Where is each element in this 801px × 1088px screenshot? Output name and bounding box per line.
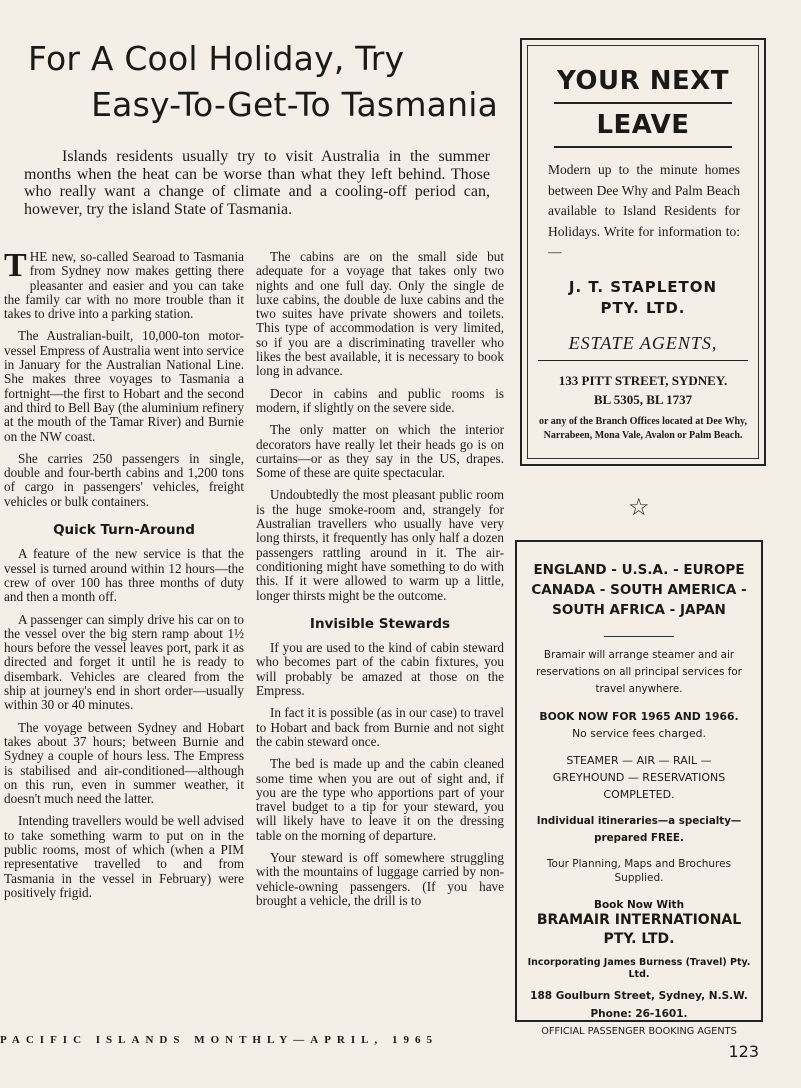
- paragraph: Your steward is off somewhere struggling with the mountains of luggage carried by non-vehicle-owning passengers. (If you have brought a vehicle, the drill is to: [256, 849, 504, 908]
- paragraph: The cabins are on the small side but adequate for a voyage that takes only two nights and one full day. Only the single de luxe cabins, the double de luxe cabins and the two suites have private showers and toilets. This type of accommodation is very limited, so if you are a discriminating traveller who likes the best available, it is necessary to book long in advance.: [256, 249, 504, 379]
- stapleton-advertisement: [520, 38, 766, 466]
- paragraph: The voyage between Sydney and Hobart takes about 37 hours; between Burnie and Sydney a couple of hours less. The Empress is stabilised and air-conditioned—although on this run, even in summer weather, it doesn't much need the latter.: [4, 719, 244, 807]
- paragraph: If you are used to the kind of cabin steward who becomes part of the cabin fixtures, you will probably be amazed at those on the Empress.: [256, 640, 504, 699]
- star-icon: ☆: [628, 495, 650, 521]
- running-footer: PACIFIC ISLANDS MONTHLY—APRIL, 1965: [0, 1034, 438, 1046]
- subheading: Quick Turn-Around: [53, 522, 195, 539]
- page-number: 123: [728, 1042, 759, 1061]
- agents-label: ESTATE AGENTS,: [568, 332, 718, 353]
- ad-text: BOOK NOW FOR 1965 AND 1966. No service fees charged.: [539, 710, 739, 740]
- paragraph: In fact it is possible (as in our case) to travel to Hobart and back from Burnie and not sight the cabin steward once.: [256, 705, 504, 749]
- paragraph: She carries 250 passengers in single, double and four-berth cabins and 1,200 tons of cargo in passengers' vehicles, freight vehicles or bulk containers.: [4, 450, 244, 509]
- ad-text: Tour Planning, Maps and Brochures Supplied.: [546, 858, 732, 884]
- ad-text: Book Now With: [593, 899, 685, 911]
- ad-text: Incorporating James Burness (Travel) Pty. Ltd.: [527, 957, 751, 980]
- company-name: J. T. STAPLETON PTY. LTD.: [568, 277, 718, 317]
- divider: [538, 360, 748, 361]
- paragraph: Decor in cabins and public rooms is modern, if slightly on the severe side.: [256, 385, 504, 415]
- paragraph: The Australian-built, 10,000-ton motor-vessel Empress of Australia went into service in January for the Australian National Line. She makes three voyages to Tasmania a fortnight—the first to Hobart and the second and third to Bell Bay (the aluminium refinery at the mouth of the Tamar River) and Burnie on the NW coast.: [4, 328, 244, 444]
- ad-text: Bramair will arrange steamer and air reservations on all principal services for travel anywhere.: [536, 649, 742, 695]
- article-column-2: [256, 250, 504, 916]
- ad-text: Individual itineraries—a specialty—prepared FREE.: [536, 815, 742, 844]
- address: 133 PITT STREET, SYDNEY.: [558, 372, 728, 388]
- address: 188 Goulburn Street, Sydney, N.S.W. Phone: 26-1601.: [530, 990, 748, 1020]
- subheading: Invisible Stewards: [309, 615, 451, 632]
- divider: [554, 102, 732, 104]
- drop-cap: T: [4, 247, 27, 284]
- company-name: BRAMAIR INTERNATIONAL PTY. LTD.: [536, 912, 742, 947]
- title-line-2: Easy-To-Get-To Tasmania: [91, 85, 498, 124]
- paragraph: A passenger can simply drive his car on to the vessel over the big stern ramp about 1½ hours before the vessel leaves port, park it as directed and forget it until he is ready to disembark. Vehicles are cleared from the ship at journey's end in short order—usually within 30 or 40 minutes.: [4, 611, 244, 713]
- destinations: ENGLAND - U.S.A. - EUROPE CANADA - SOUTH AMERICA - SOUTH AFRICA - JAPAN: [531, 562, 747, 618]
- paragraph: THE new, so-called Searoad to Tasmania from Sydney now makes getting there pleasanter and easier and you can take the family car with no more trouble than it takes to drive into a parking station.: [4, 247, 244, 322]
- title-line-1: For A Cool Holiday, Try: [28, 39, 405, 78]
- article-intro: Islands residents usually try to visit Australia in the summer months when the heat can be worse than what they left behind. Those who really want a change of climate and a cooling-off period can, however, try the island State of Tasmania.: [24, 148, 490, 218]
- divider: [554, 146, 732, 148]
- paragraph: The only matter on which the interior decorators have really let their heads go is on curtains—or as they say in the US, drapes. Some of these are quite spectacular.: [256, 422, 504, 481]
- ad-heading: YOUR NEXT LEAVE: [528, 62, 758, 144]
- paragraph: The bed is made up and the cabin cleaned some time when you are out of sight and, if you are the type who apportions part of your travel budget to a tip for your steward, you will likely have to leave it on the dressing table on the morning of departure.: [256, 756, 504, 843]
- paragraph: A feature of the new service is that the vessel is turned around within 12 hours—the crew of over 100 has three months of duty and then a month off.: [4, 546, 244, 605]
- ad-text: STEAMER — AIR — RAIL — GREYHOUND — RESERVATIONS COMPLETED.: [552, 754, 726, 801]
- article-title: [28, 36, 498, 128]
- phone-numbers: BL 5305, BL 1737: [593, 391, 693, 407]
- branch-offices: or any of the Branch Offices located at Dee Why, Narrabeen, Mona Vale, Avalon or Palm Beach.: [539, 415, 747, 441]
- ad-body: Modern up to the minute homes between Dee Why and Palm Beach available to Island Residents for Holidays. Write for information to:—: [548, 162, 740, 259]
- paragraph: Undoubtedly the most pleasant public room is the huge smoke-room and, strangely for Australian travellers who usually have very long thirsts, it frequently has only half a dozen passengers rattling around in it. The air-conditioning might have something to do with this. If it were allowed to warm up a little, longer thirsts might be the outcome.: [256, 487, 504, 603]
- divider: [604, 636, 674, 637]
- ad-text: OFFICIAL PASSENGER BOOKING AGENTS: [541, 1026, 737, 1037]
- bramair-advertisement: [515, 540, 763, 1037]
- article-column-1: [0, 247, 244, 908]
- paragraph: Intending travellers would be well advised to take something warm to put on in the public rooms, most of which (when a PIM representative travelled to and from Tasmania in the vessel in February) were positively frigid.: [4, 813, 244, 900]
